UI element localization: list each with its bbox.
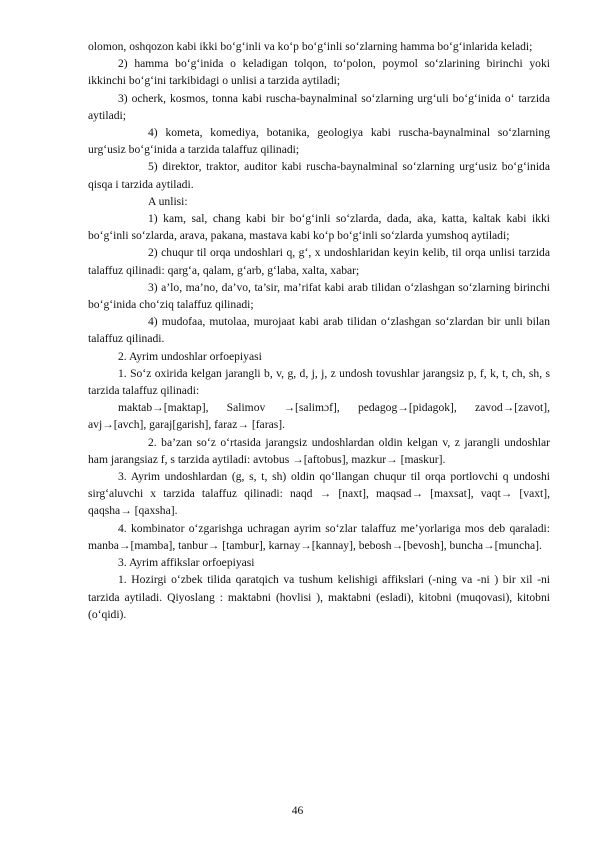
paragraph: 5) direktor, traktor, auditor kabi ruscha-baynalminal so‘zlarning urg‘usiz bo‘g‘inida qisqa i tarzida aytiladi.	[88, 160, 550, 191]
paragraph: 3) a’lo, ma’no, da’vo, ta’sir, ma’rifat kabi arab tilidan o‘zlashgan so‘zlarning birinchi bo‘g‘inida cho‘ziq talaffuz qilinadi;	[88, 280, 550, 312]
page-number: 46	[291, 804, 304, 817]
document-body	[88, 38, 550, 623]
paragraph: 2. Ayrim undoshlar orfoepiyasi	[118, 349, 262, 363]
paragraph: 1. So‘z oxirida kelgan jarangli b, v, g, d, j, j, z undosh tovushlar jarangsiz p, f, k, t, ch, sh, s tarzida talaffuz qilinadi:	[88, 366, 550, 398]
paragraph: 2) chuqur til orqa undoshlari q, g‘, x undoshlaridan keyin kelib, til orqa unlisi tarzida talaffuz qilinadi: qarg‘a, qalam, g‘arb, g‘laba, xalta, xabar;	[88, 246, 550, 277]
paragraph: 3) ocherk, kosmos, tonna kabi ruscha-baynalminal so‘zlarning urg‘uli bo‘g‘inida o‘ tarzida aytiladi;	[88, 91, 550, 122]
paragraph: olomon, oshqozon kabi ikki bo‘g‘inli va ko‘p bo‘g‘inli so‘zlarning hamma bo‘g‘inlarida keladi;	[88, 40, 533, 53]
paragraph: 3. Ayrim affikslar orfoepiyasi	[118, 556, 255, 570]
paragraph: 2. ba’zan so‘z o‘rtasida jarangsiz undoshlardan oldin kelgan v, z jarangli undoshlar ham jarangsiaz f, s tarzida aytiladi: avtobus →[aftobus], mazkur→ [maskur].	[88, 435, 550, 466]
paragraph: maktab→[maktap], Salimov →[salimɔf], pedagog→[pidagok], zavod→[zavot], avj→[avch], garaj[garish], faraz→ [faras].	[88, 401, 550, 432]
paragraph: 4) mudofaa, mutolaa, murojaat kabi arab tilidan o‘zlashgan so‘zlardan bir unli bilan talaffuz qilinadi.	[88, 315, 550, 346]
paragraph: 4. kombinator o‘zgarishga uchragan ayrim so‘zlar talaffuz me’yorlariga mos deb qaraladi: manba→[mamba], tanbur→ [tambur], karnay→[kannay], bebosh→[bevosh], buncha→[muncha].	[88, 521, 550, 552]
paragraph: 1. Hozirgi o‘zbek tilida qaratqich va tushum kelishigi affikslari (-ning va -ni ) bir xil -ni tarzida aytiladi. Qiyoslang : maktabni (hovlisi ), maktabni (esladi), kitobni (muqovasi), kitobni (o‘qidi).	[88, 573, 550, 621]
paragraph: 2) hamma bo‘g‘inida o keladigan tolqon, to‘polon, poymol so‘zlarining birinchi yoki ikkinchi bo‘g‘ini tarkibidagi o unlisi a tarzida aytiladi;	[88, 57, 550, 88]
paragraph: A unlisi:	[148, 194, 188, 208]
paragraph: 4) kometa, komediya, botanika, geologiya kabi ruscha-baynalminal so‘zlarning urg‘usiz bo‘g‘inida a tarzida talaffuz qilinadi;	[88, 126, 550, 157]
paragraph: 1) kam, sal, chang kabi bir bo‘g‘inli so‘zlarda, dada, aka, katta, kaltak kabi ikki bo‘g‘inli so‘zlarda, arava, pakana, mastava kabi ko‘p bo‘g‘inli so‘zlarda yumshoq aytiladi;	[88, 212, 550, 243]
paragraph: 3. Ayrim undoshlardan (g, s, t, sh) oldin qo‘llangan chuqur til orqa portlovchi q undoshi sirg‘aluvchi x tarzida talaffuz qilinadi: naqd → [naxt], maqsad→ [maxsat], vaqt→ [vaxt], qaqsha→ [qaxsha].	[88, 470, 550, 518]
